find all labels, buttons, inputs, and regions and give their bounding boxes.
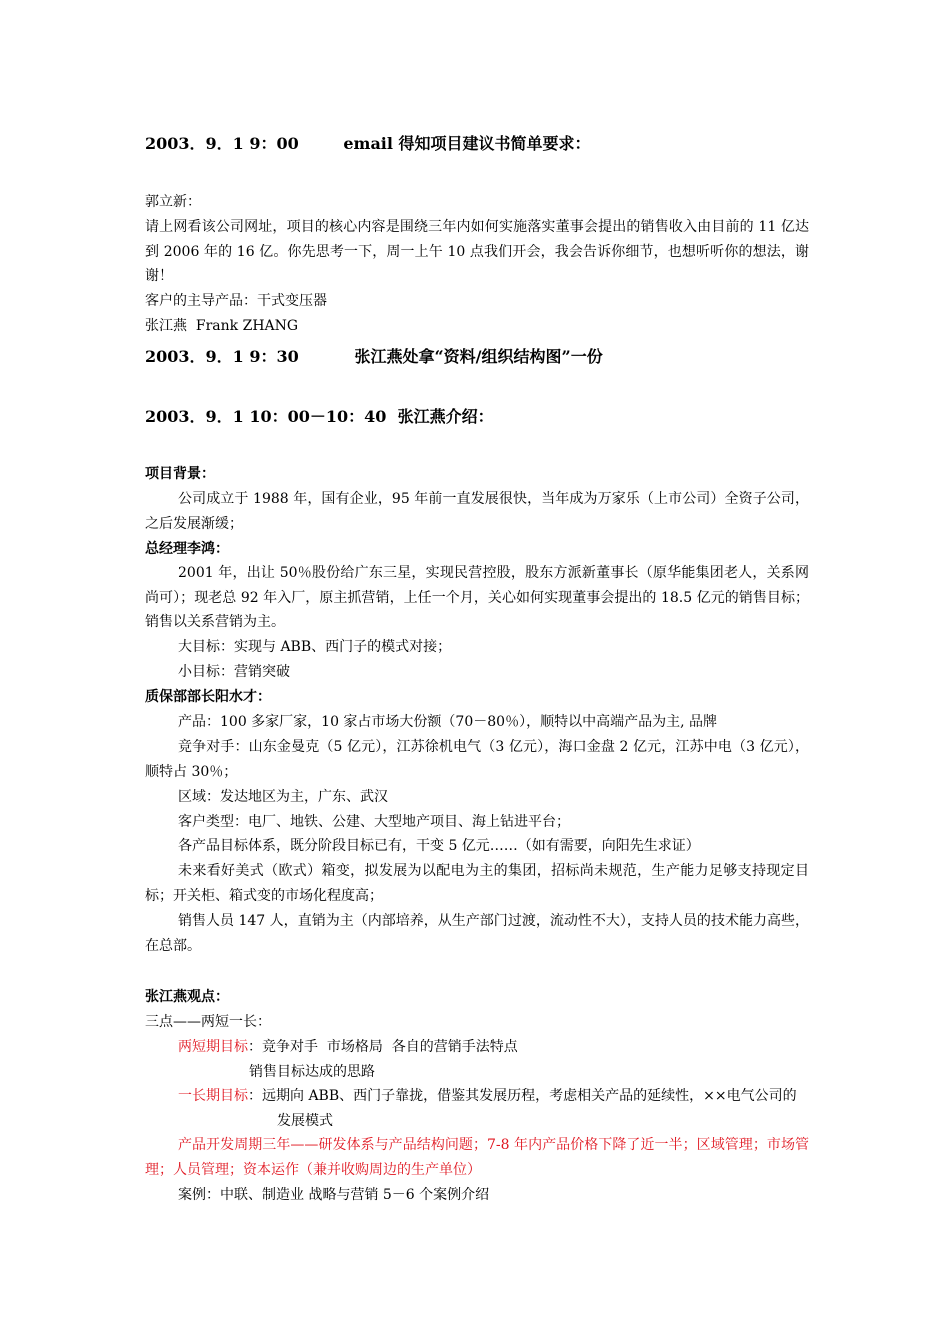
- view-short-term: [178, 1035, 518, 1059]
- view-summary: 三点——两短一长：: [145, 1014, 271, 1030]
- long-term-text: ：远期向 ABB、西门子靠拢，借鉴其发展历程，考虑相关产品的延续性，××电气公司的发展模式: [248, 1088, 797, 1129]
- section-title-qa: 质保部部长阳水才：: [145, 689, 271, 705]
- qa-targets: 各产品目标体系，既分阶段目标已有，干变 5 亿元……（如有需要，向阳先生求证）: [178, 838, 700, 854]
- short-term-text: ：竞争对手 市场格局 各自的营销手法特点: [248, 1039, 518, 1055]
- background-text: 公司成立于 1988 年，国有企业，95 年前一直发展很快，当年成为万家乐（上市公司）全资子公司，之后发展渐缓；: [145, 491, 809, 532]
- gm-small-goal: 小目标：营销突破: [178, 664, 290, 680]
- email-greeting: 郭立新：: [145, 194, 201, 210]
- gm-big-goal: 大目标：实现与 ABB、西门子的模式对接；: [178, 639, 452, 655]
- email-body: 请上网看该公司网址，项目的核心内容是围绕三年内如何实施落实董事会提出的销售收入由目前的 11 亿达到 2006 年的 16 亿。你先思考一下，周一上午 10 点我们开会，我会告诉你细节，也想听听你的想法，谢谢！: [145, 219, 809, 284]
- short-term-label: 两短期目标: [178, 1039, 248, 1055]
- email-signature: 张江燕 Frank ZHANG: [145, 318, 299, 334]
- email-product: 客户的主导产品：干式变压器: [145, 293, 327, 309]
- view-long-term: [178, 1084, 809, 1133]
- view-short-term-text2: 销售目标达成的思路: [249, 1064, 375, 1080]
- long-term-label: 一长期目标: [178, 1088, 248, 1104]
- heading-introduction: 2003．9．1 10：00－10：40 张江燕介绍：: [145, 407, 494, 426]
- section-title-gm: 总经理李鸿：: [145, 541, 229, 557]
- qa-future: 未来看好美式（欧式）箱变，拟发展为以配电为主的集团，招标尚未规范，生产能力足够支持现定目标；开关柜、箱式变的市场化程度高；: [145, 863, 809, 904]
- heading-email-request: 2003．9．1 9：00 email 得知项目建议书简单要求：: [145, 134, 591, 153]
- view-development: 产品开发周期三年——研发体系与产品结构问题；7-8 年内产品价格下降了近一半；区域管理；市场管理；人员管理；资本运作（兼并收购周边的生产单位）: [145, 1137, 809, 1178]
- heading-get-materials: 2003．9．1 9：30 张江燕处拿“资料/组织结构图”一份: [145, 347, 603, 366]
- section-title-view: 张江燕观点：: [145, 989, 229, 1005]
- qa-product: 产品：100 多家厂家，10 家占市场大份额（70－80％），顺特以中高端产品为主, 品牌: [178, 714, 717, 730]
- qa-sales: 销售人员 147 人，直销为主（内部培养，从生产部门过渡，流动性不大），支持人员的技术能力高些，在总部。: [145, 913, 809, 954]
- view-cases: 案例：中联、制造业 战略与营销 5－6 个案例介绍: [178, 1187, 490, 1203]
- qa-region: 区域：发达地区为主，广东、武汉: [178, 789, 388, 805]
- section-title-background: 项目背景：: [145, 466, 215, 482]
- gm-text: 2001 年，出让 50％股份给广东三星，实现民营控股，股东方派新董事长（原华能集团老人，关系网尚可）；现老总 92 年入厂，原主抓营销，上任一个月，关心如何实现董事会提出的 18.5 亿元的销售目标；销售以关系营销为主。: [145, 565, 809, 630]
- qa-competitors: 竞争对手：山东金曼克（5 亿元），江苏徐机电气（3 亿元），海口金盘 2 亿元，江苏中电（3 亿元），顺特占 30％；: [145, 739, 809, 780]
- qa-customers: 客户类型：电厂、地铁、公建、大型地产项目、海上钻进平台；: [178, 814, 570, 830]
